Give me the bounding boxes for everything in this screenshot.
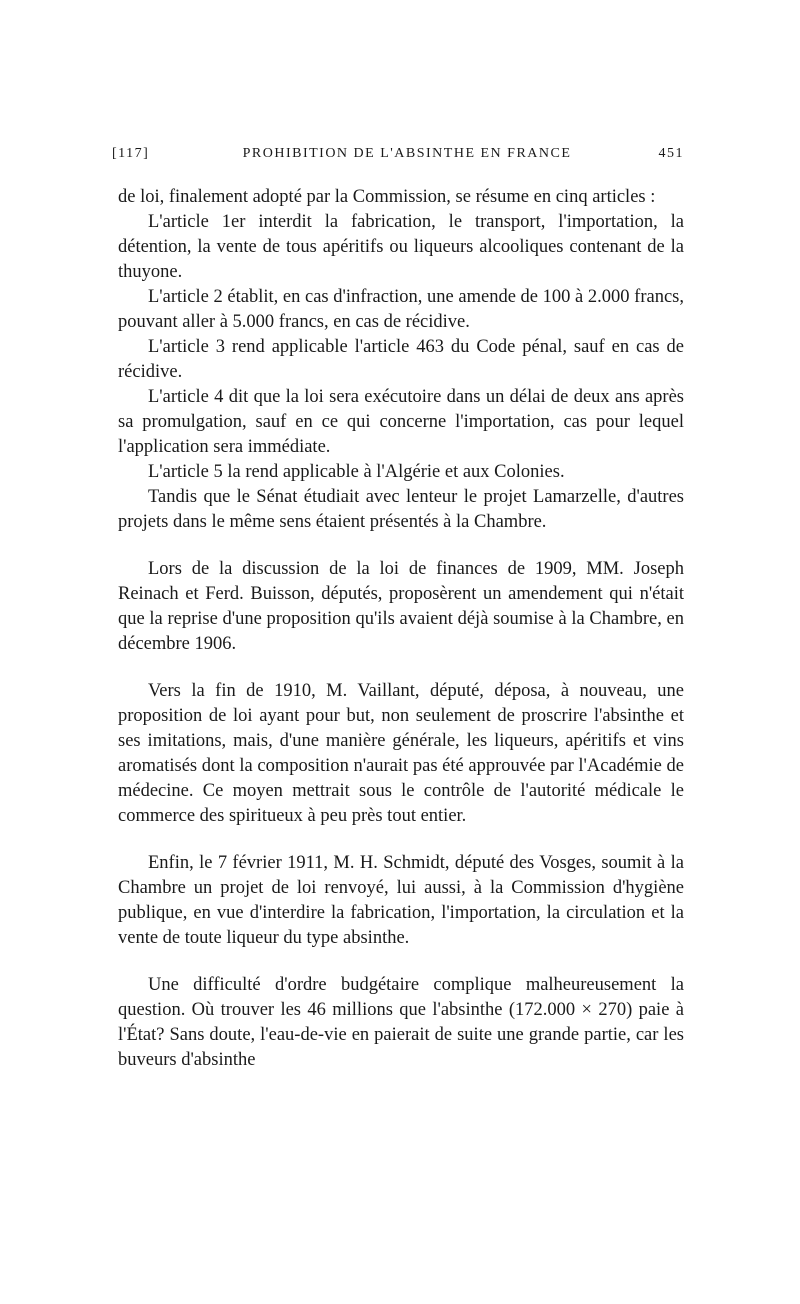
paragraph-senat: Tandis que le Sénat étudiait avec lenteur le projet Lamarzelle, d'autres projets dans le même sens étaient présentés à la Chambre. (118, 487, 684, 532)
paragraph-1911: Enfin, le 7 février 1911, M. H. Schmidt, député des Vosges, soumit à la Chambre un projet de loi renvoyé, lui aussi, à la Commission d'hygiène publique, en vue d'interdire la fabrication, l'importation, la circulation et la vente de toute liqueur du type absinthe. (118, 853, 684, 948)
paragraph-article-5: L'article 5 la rend applicable à l'Algérie et aux Colonies. (148, 462, 565, 482)
paragraph-article-2: L'article 2 établit, en cas d'infraction, une amende de 100 à 2.000 francs, pouvant aller à 5.000 francs, en cas de récidive. (118, 287, 684, 332)
paragraph-budget: Une difficulté d'ordre budgétaire complique malheureusement la question. Où trouver les 46 millions que l'absinthe (172.000 × 270) paie à l'État? Sans doute, l'eau-de-vie en paierait de suite une grande partie, car les buveurs d'absinthe (118, 975, 684, 1070)
paragraph-continuation: de loi, finalement adopté par la Commission, se résume en cinq articles : (118, 187, 656, 207)
bracket-page-number: [117] (112, 146, 150, 161)
running-title: PROHIBITION DE L'ABSINTHE EN FRANCE (242, 146, 572, 161)
page-body (118, 185, 684, 1073)
paragraph-1909: Lors de la discussion de la loi de finances de 1909, MM. Joseph Reinach et Ferd. Buisson, députés, proposèrent un amendement qui n'était que la reprise d'une proposition qu'ils avaient déjà soumise à la Chambre, en décembre 1906. (118, 559, 684, 654)
paragraph-article-1: L'article 1er interdit la fabrication, le transport, l'importation, la détention, la vente de tous apéritifs ou liqueurs alcooliques contenant de la thuyone. (118, 212, 684, 282)
paragraph-article-3: L'article 3 rend applicable l'article 463 du Code pénal, sauf en cas de récidive. (118, 337, 684, 382)
paragraph-article-4: L'article 4 dit que la loi sera exécutoire dans un délai de deux ans après sa promulgation, sauf en ce qui concerne l'importation, cas pour lequel l'application sera immédiate. (118, 387, 684, 457)
running-header (112, 146, 684, 172)
paragraph-1910: Vers la fin de 1910, M. Vaillant, député, déposa, à nouveau, une proposition de loi ayant pour but, non seulement de proscrire l'absinthe et ses imitations, mais, d'une manière générale, les liqueurs, apéritifs et vins aromatisés dont la composition n'aurait pas été approuvée par l'Académie de médecine. Ce moyen mettrait sous le contrôle de l'autorité médicale le commerce des spiritueux à peu près tout entier. (118, 681, 684, 826)
page-number: 451 (658, 146, 684, 161)
